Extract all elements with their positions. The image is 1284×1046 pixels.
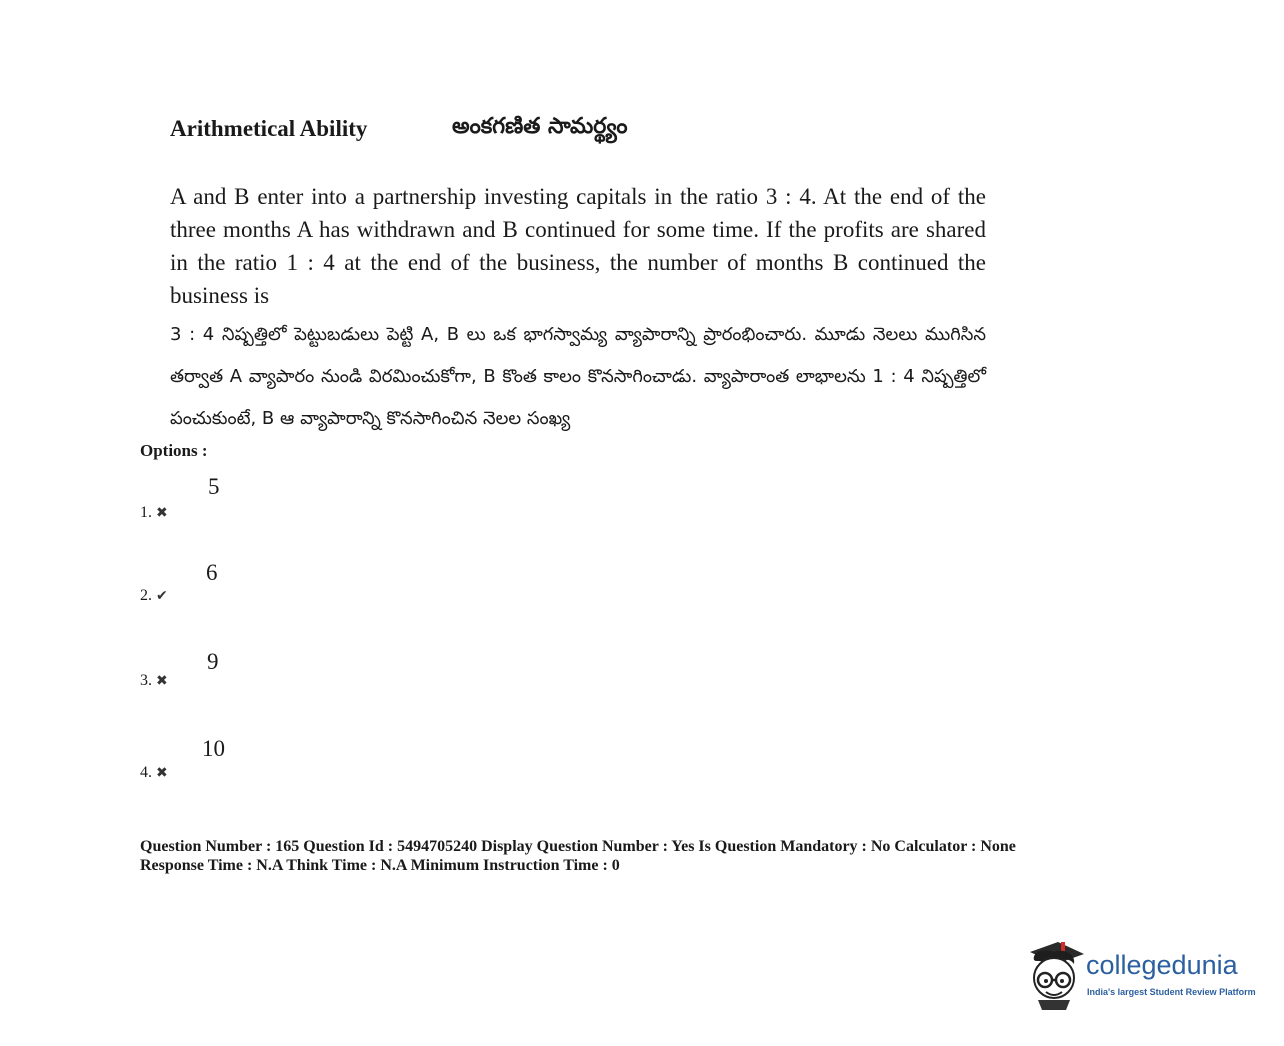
check-icon: ✔ <box>156 588 168 604</box>
option-2-number <box>140 587 168 605</box>
cross-icon: ✖ <box>156 505 168 521</box>
question-metadata-line-1: Question Number : 165 Question Id : 5494705240 Display Question Number : Yes Is Question Mandatory : No Calculator : None <box>140 838 1016 855</box>
collegedunia-tagline: India's largest Student Review Platform <box>1087 987 1256 997</box>
option-3-value: 9 <box>207 649 219 674</box>
section-title-english: Arithmetical Ability <box>170 116 368 141</box>
option-2-label: 2. <box>140 587 152 604</box>
options-label: Options : <box>140 441 208 460</box>
option-4-value: 10 <box>202 736 225 761</box>
option-1-value: 5 <box>208 474 220 499</box>
collegedunia-mascot-icon <box>1024 938 1086 1010</box>
question-metadata-line-2: Response Time : N.A Think Time : N.A Minimum Instruction Time : 0 <box>140 857 620 874</box>
question-text-telugu: 3 : 4 నిష్పత్తిలో పెట్టుబడులు పెట్టి A, B లు ఒక భాగస్వామ్య వ్యాపారాన్ని ప్రారంభించారు. మూడు నెలలు ముగిసిన తర్వాత A వ్యాపారం నుండి విరమించుకోగా, B కొంత కాలం కొనసాగించాడు. వ్యాపారాంత లాభాలను 1 : 4 నిష్పత్తిలో పంచుకుంటే, B ఆ వ్యాపారాన్ని కొనసాగించిన నెలల సంఖ్య <box>170 324 986 429</box>
section-title-telugu: అంకగణిత సామర్థ్యం <box>452 114 628 139</box>
option-1-number <box>140 504 168 522</box>
option-1-label: 1. <box>140 504 152 521</box>
question-text-english: A and B enter into a partnership investing capitals in the ratio 3 : 4. At the end of the three months A has withdrawn and B continued for some time. If the profits are shared in the ratio 1 : 4 at the end of the business, the number of months B continued the business is <box>170 184 986 308</box>
option-2-value: 6 <box>206 560 218 585</box>
option-4-label: 4. <box>140 764 152 781</box>
collegedunia-wordmark: collegedunia <box>1086 950 1238 980</box>
cross-icon: ✖ <box>156 765 168 781</box>
option-3-number <box>140 672 168 690</box>
cross-icon: ✖ <box>156 673 168 689</box>
option-3-label: 3. <box>140 672 152 689</box>
option-4-number <box>140 764 168 782</box>
